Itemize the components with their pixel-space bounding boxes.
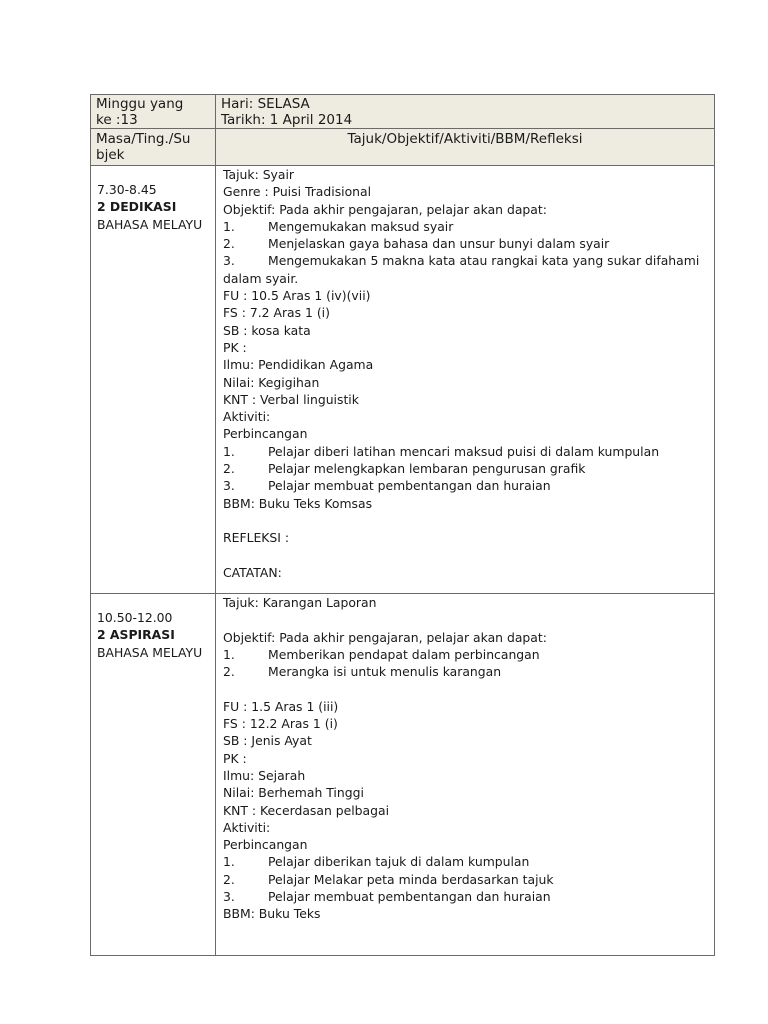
- lesson-2-nilai: Nilai: Berhemah Tinggi: [223, 785, 364, 801]
- lesson-1-knt: KNT : Verbal linguistik: [223, 391, 359, 407]
- lesson-2-tajuk: Tajuk: Karangan Laporan: [223, 595, 377, 610]
- lesson-1-pk: PK :: [223, 339, 247, 355]
- column-header-time-line2: bjek: [96, 147, 125, 163]
- lesson-1-class: 2 DEDIKASI: [97, 199, 177, 215]
- date-cell: [216, 95, 715, 129]
- spacer: [223, 547, 708, 564]
- lesson-2-bbm: BBM: Buku Teks: [223, 906, 321, 922]
- lesson-2-knt: KNT : Kecerdasan pelbagai: [223, 802, 390, 818]
- week-label-line2: ke :13: [96, 112, 138, 128]
- lesson-2-activity-item: 1. Pelajar diberikan tajuk di dalam kumpulan: [223, 854, 530, 870]
- lesson-1-fu: FU : 10.5 Aras 1 (iv)(vii): [223, 288, 371, 304]
- lesson-1-fs: FS : 7.2 Aras 1 (i): [223, 305, 330, 321]
- lesson-2-objective-item: 2. Merangka isi untuk menulis karangan: [223, 664, 502, 680]
- lesson-2-fu: FU : 1.5 Aras 1 (iii): [223, 698, 339, 714]
- lesson-1-aktiviti: Aktiviti:: [223, 409, 271, 425]
- lesson-2-info: [91, 594, 216, 956]
- lesson-1-activity-item: 3. Pelajar membuat pembentangan dan huraian: [223, 478, 551, 494]
- lesson-1-tajuk: Tajuk: Syair: [223, 167, 295, 182]
- lesson-1-activity-item: 2. Pelajar melengkapkan lembaran pengurusan grafik: [223, 461, 586, 477]
- lesson-1-bbm: BBM: Buku Teks Komsas: [223, 495, 373, 511]
- lesson-2-activity-item: 3. Pelajar membuat pembentangan dan huraian: [223, 889, 551, 905]
- date-label: Tarikh: 1 April 2014: [221, 112, 353, 128]
- header-row-columns: [91, 129, 715, 166]
- lesson-2-perbincangan: Perbincangan: [223, 837, 308, 853]
- lesson-1-details: [216, 166, 715, 594]
- lesson-2-details: [216, 594, 715, 956]
- column-header-content: [216, 129, 715, 166]
- spacer: [223, 611, 708, 628]
- lesson-row-1: [91, 166, 715, 594]
- lesson-1-subject: BAHASA MELAYU: [97, 216, 203, 232]
- lesson-1-sb: SB : kosa kata: [223, 322, 311, 338]
- column-header-content-label: Tajuk/Objektif/Aktiviti/BBM/Refleksi: [347, 131, 583, 147]
- lesson-2-activity-item: 2. Pelajar Melakar peta minda berdasarkan tajuk: [223, 871, 554, 887]
- lesson-2-sb: SB : Jenis Ayat: [223, 733, 312, 749]
- spacer: [223, 512, 708, 529]
- lesson-2-time: 10.50-12.00: [97, 610, 173, 625]
- week-cell: [91, 95, 216, 129]
- lesson-1-genre: Genre : Puisi Tradisional: [223, 184, 372, 200]
- lesson-row-2: [91, 594, 715, 956]
- column-header-time: [91, 129, 216, 166]
- spacer: [223, 680, 708, 697]
- lesson-1-time: 7.30-8.45: [97, 182, 157, 197]
- lesson-2-objective-item: 1. Memberikan pendapat dalam perbincangan: [223, 646, 540, 662]
- lesson-1-activity-item: 1. Pelajar diberi latihan mencari maksud puisi di dalam kumpulan: [223, 443, 660, 459]
- column-header-time-line1: Masa/Ting./Su: [96, 131, 191, 147]
- lesson-2-objektif: Objektif: Pada akhir pengajaran, pelajar akan dapat:: [223, 629, 547, 645]
- lesson-2-aktiviti: Aktiviti:: [223, 819, 271, 835]
- lesson-1-objective-item: 2. Menjelaskan gaya bahasa dan unsur bunyi dalam syair: [223, 236, 610, 252]
- lesson-1-nilai: Nilai: Kegigihan: [223, 374, 320, 390]
- lesson-2-ilmu: Ilmu: Sejarah: [223, 767, 306, 783]
- lesson-2-class: 2 ASPIRASI: [97, 627, 175, 643]
- lesson-plan-table: [90, 94, 715, 956]
- week-label-line1: Minggu yang: [96, 96, 184, 112]
- lesson-1-objective-item: 3. Mengemukakan 5 makna kata atau rangkai kata yang sukar difahami dalam syair.: [223, 253, 700, 286]
- lesson-1-info: [91, 166, 216, 594]
- lesson-2-fs: FS : 12.2 Aras 1 (i): [223, 716, 338, 732]
- lesson-1-refleksi: REFLEKSI :: [223, 530, 290, 546]
- lesson-1-catatan: CATATAN:: [223, 564, 282, 580]
- lesson-1-perbincangan: Perbincangan: [223, 426, 308, 442]
- header-row-week: [91, 95, 715, 129]
- day-label: Hari: SELASA: [221, 96, 310, 112]
- lesson-1-ilmu: Ilmu: Pendidikan Agama: [223, 357, 374, 373]
- lesson-1-objektif: Objektif: Pada akhir pengajaran, pelajar akan dapat:: [223, 201, 547, 217]
- lesson-1-objective-item: 1. Mengemukakan maksud syair: [223, 218, 454, 234]
- lesson-2-pk: PK :: [223, 750, 247, 766]
- lesson-2-subject: BAHASA MELAYU: [97, 644, 203, 660]
